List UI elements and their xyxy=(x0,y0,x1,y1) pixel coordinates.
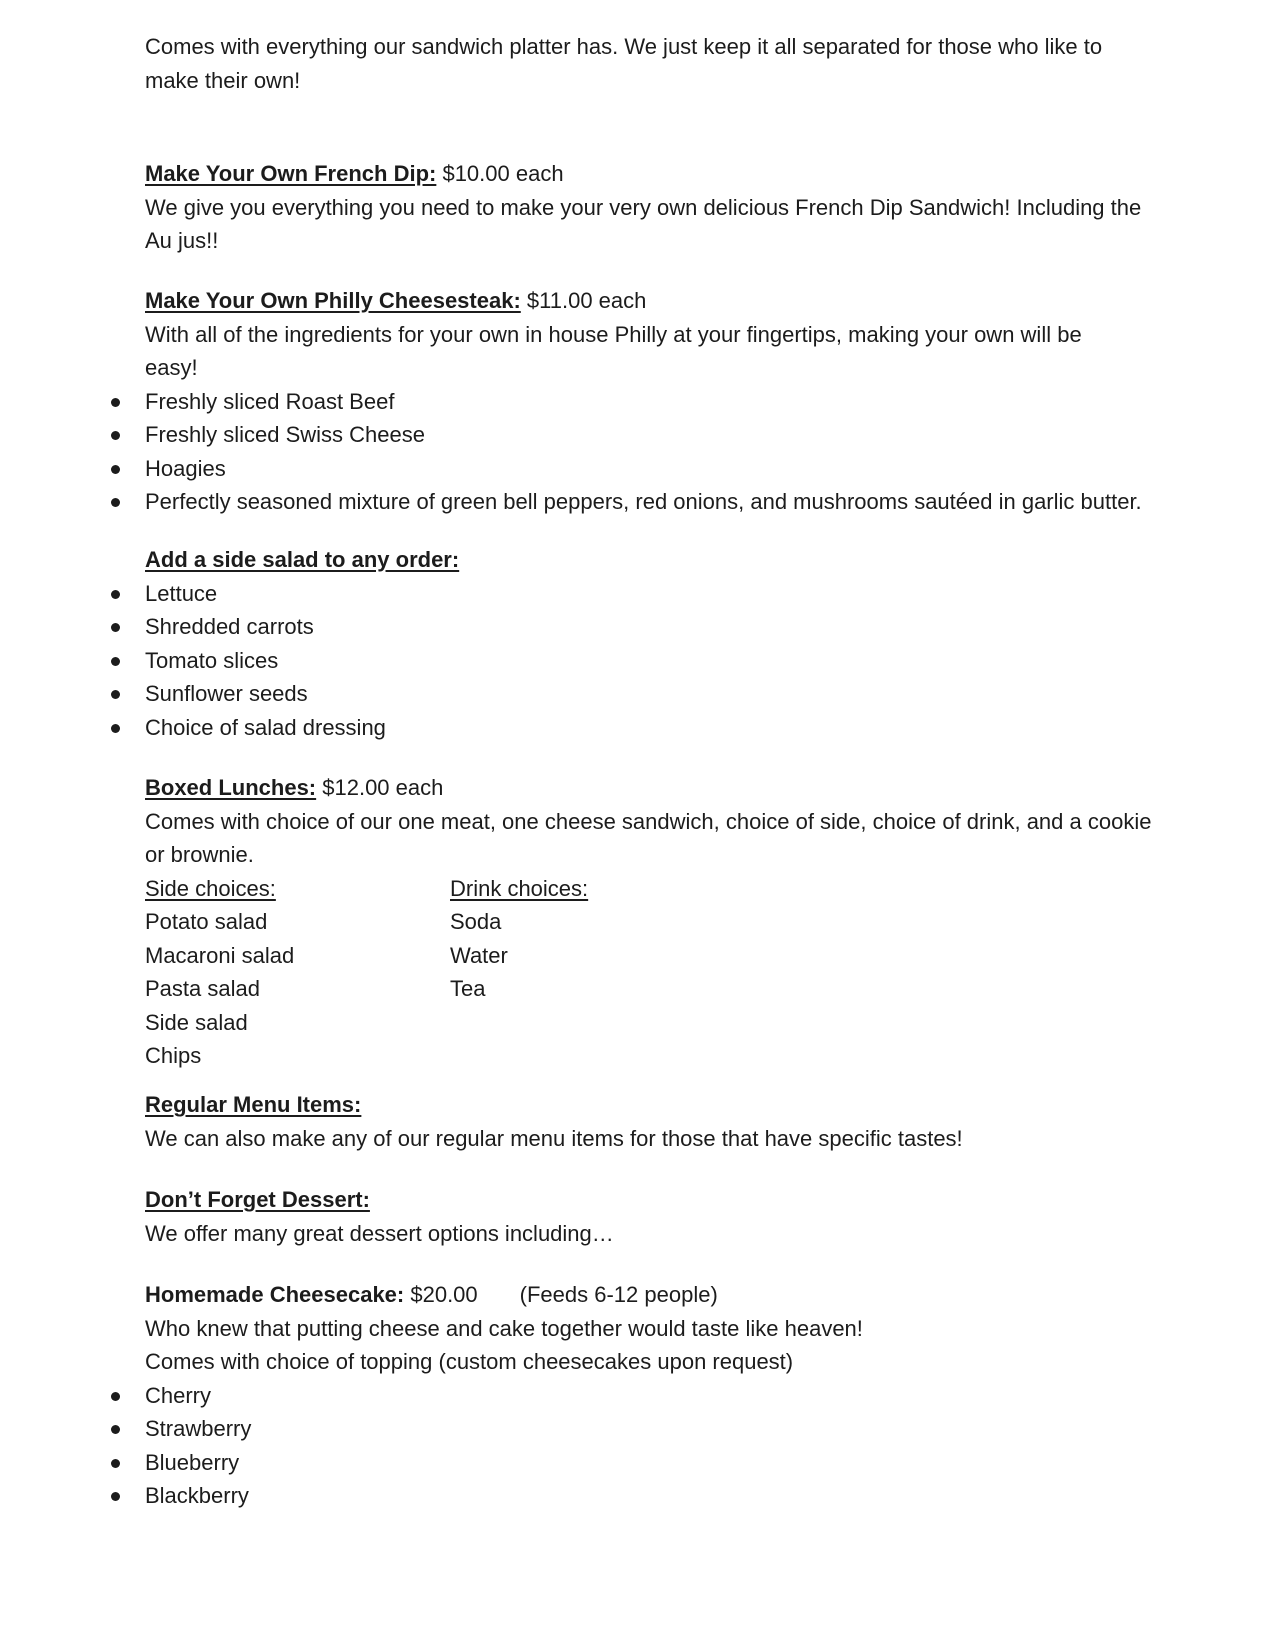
cheesecake-price: $20.00 xyxy=(404,1282,478,1307)
drink-choice: Water xyxy=(450,942,508,968)
french-dip-title: Make Your Own French Dip: xyxy=(145,161,437,186)
intro-section xyxy=(145,30,1230,97)
side-salad-list xyxy=(145,577,1230,745)
dessert-section xyxy=(145,1183,1230,1250)
philly-price: $11.00 each xyxy=(520,288,647,313)
boxed-price: $12.00 each xyxy=(316,775,444,800)
regular-menu-title: Regular Menu Items: xyxy=(145,1092,362,1117)
side-choice: Chips xyxy=(145,1043,202,1068)
french-dip-price: $10.00 each xyxy=(436,161,564,186)
boxed-title: Boxed Lunches: xyxy=(145,775,317,800)
drink-choice: Tea xyxy=(450,976,486,1001)
philly-title: Make Your Own Philly Cheesesteak: xyxy=(145,288,521,313)
philly-desc: With all of the ingredients for your own in house Philly at your fingertips, making your own will be xyxy=(145,321,1082,347)
french-dip-desc: We give you everything you need to make your very own delicious French Dip Sandwich! Including the xyxy=(145,194,1142,220)
cheesecake-desc: Comes with choice of topping (custom cheesecakes upon request) xyxy=(145,1349,794,1374)
drink-choices-column xyxy=(450,872,588,1006)
boxed-choices xyxy=(145,872,1230,1073)
french-dip-desc: Au jus!! xyxy=(145,228,219,253)
cheesecake-feeds: (Feeds 6-12 people) xyxy=(519,1282,718,1307)
list-item: Tomato slices xyxy=(145,644,1230,678)
side-choice: Macaroni salad xyxy=(145,942,295,968)
intro-line: make their own! xyxy=(145,67,301,93)
dessert-desc: We offer many great dessert options including… xyxy=(145,1220,614,1246)
french-dip-heading-line xyxy=(145,157,1230,191)
list-item: Choice of salad dressing xyxy=(145,711,1230,745)
list-item: Freshly sliced Roast Beef xyxy=(145,385,1230,419)
boxed-desc: or brownie. xyxy=(145,842,254,867)
intro-line: Comes with everything our sandwich platter has. We just keep it all separated for those who like to xyxy=(145,34,1103,59)
list-item: Lettuce xyxy=(145,577,1230,611)
list-item: Perfectly seasoned mixture of green bell peppers, red onions, and mushrooms sautéed in garlic butter. xyxy=(145,485,1230,519)
boxed-lunches-section xyxy=(145,771,1230,1073)
list-item: Blackberry xyxy=(145,1479,1230,1513)
drink-choice: Soda xyxy=(450,909,502,934)
list-item: Strawberry xyxy=(145,1412,1230,1446)
side-choices-title: Side choices: xyxy=(145,875,276,901)
cheesecake-toppings-list xyxy=(145,1379,1230,1513)
side-choice: Potato salad xyxy=(145,909,268,934)
philly-desc: easy! xyxy=(145,355,198,380)
side-choices-column xyxy=(145,872,294,1073)
regular-menu-desc: We can also make any of our regular menu items for those that have specific tastes! xyxy=(145,1125,963,1151)
boxed-heading-line xyxy=(145,771,1230,805)
cheesecake-heading-line xyxy=(145,1278,1230,1312)
list-item: Cherry xyxy=(145,1379,1230,1413)
side-salad-section xyxy=(145,543,1230,744)
list-item: Shredded carrots xyxy=(145,610,1230,644)
list-item: Freshly sliced Swiss Cheese xyxy=(145,418,1230,452)
philly-heading-line xyxy=(145,284,1230,318)
side-choice: Side salad xyxy=(145,1009,248,1035)
cheesecake-section xyxy=(145,1278,1230,1513)
list-item: Hoagies xyxy=(145,452,1230,486)
dessert-title: Don’t Forget Dessert: xyxy=(145,1187,370,1212)
side-choice: Pasta salad xyxy=(145,976,260,1001)
cheesecake-title: Homemade Cheesecake: xyxy=(145,1282,405,1307)
philly-ingredients-list xyxy=(145,385,1230,519)
cheesecake-desc: Who knew that putting cheese and cake together would taste like heaven! xyxy=(145,1315,863,1341)
boxed-desc: Comes with choice of our one meat, one cheese sandwich, choice of side, choice of drink, and a cookie xyxy=(145,808,1152,834)
philly-section xyxy=(145,284,1230,519)
list-item: Sunflower seeds xyxy=(145,677,1230,711)
regular-menu-section xyxy=(145,1088,1230,1155)
drink-choices-title: Drink choices: xyxy=(450,875,589,901)
side-salad-title: Add a side salad to any order: xyxy=(145,547,460,572)
french-dip-section xyxy=(145,157,1230,258)
list-item: Blueberry xyxy=(145,1446,1230,1480)
